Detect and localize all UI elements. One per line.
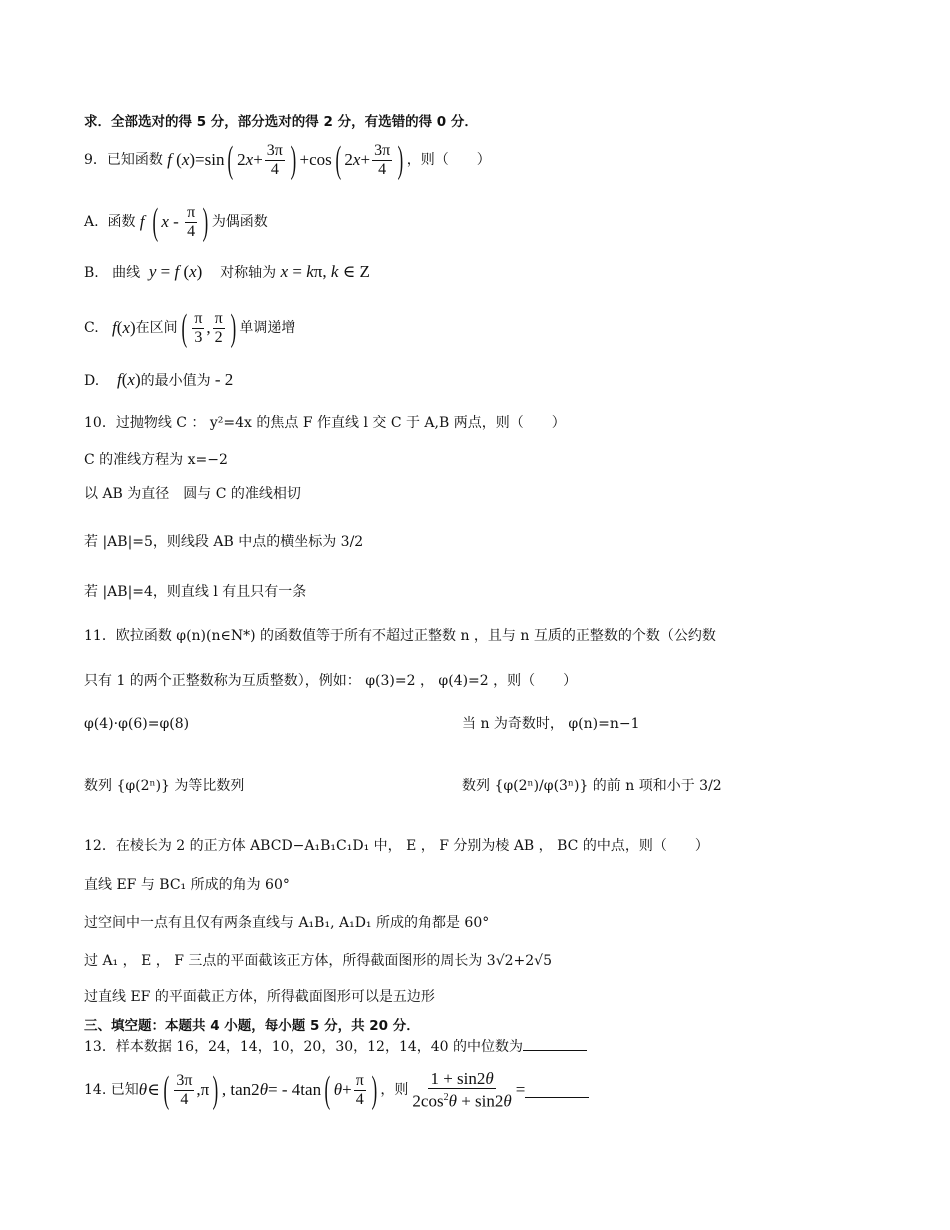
q13-text: 13．样本数据 16，24，14，10，20，30，12，14，40 的中位数为: [84, 1039, 524, 1055]
q14-prefix: 14. 已知: [84, 1082, 139, 1098]
q12-option-a: 直线 EF 与 BC₁ 所成的角为 60°: [84, 877, 290, 893]
q9-option-a: A. 函数 f ( x - $\frac{\pi}{4}$ ) 为偶函数: [84, 201, 268, 243]
q9-option-c: C. f ( x ) 在区间 ( $\frac{\pi}{3}$ , $\frac{\pi}{2}$ ) 单调递增: [84, 307, 296, 349]
q9-prefix: 9．已知函数: [84, 152, 163, 168]
q11-option-d: 数列 {φ(2ⁿ)/φ(3ⁿ)} 的前 n 项和小于 3/2: [462, 778, 722, 794]
question-11-stem-line1: 11．欧拉函数 φ(n)(n∈N*) 的函数值等于所有不超过正整数 n ，且与 n 互质的正整数的个数（公约数: [84, 628, 716, 644]
q9-option-b: B. 曲线 y = f (x) 对称轴为 x = kπ, k ∈ Z: [84, 262, 370, 281]
q13-answer-blank[interactable]: [523, 1036, 587, 1051]
question-11-stem-line2: 只有 1 的两个正整数称为互质整数），例如： φ(3)=2 ， φ(4)=2 ，则（ ）: [84, 673, 578, 689]
q10-option-b: 以 AB 为直径 圆与 C 的准线相切: [84, 486, 301, 502]
q10-option-c: 若 |AB|=5，则线段 AB 中点的横坐标为 3/2: [84, 534, 364, 550]
question-12-stem: 12．在棱长为 2 的正方体 ABCD−A₁B₁C₁D₁ 中， E ， F 分别为棱 AB ， BC 的中点，则（ ）: [84, 838, 709, 854]
section-3-heading: 三、填空题：本题共 4 小题，每小题 5 分，共 20 分．: [84, 1018, 420, 1034]
question-14: 14. 已知 θ ∈ ( $\frac{3\pi}{4}$ ,π ) , tan2 θ = - 4tan ( θ + $\frac{\pi}{4}$ ) ，则 $\frac{1 + \sin 2\theta}{2\cos^2\theta + \sin 2\theta}$ =: [84, 1064, 589, 1116]
q14-mid: ，则: [380, 1082, 409, 1098]
question-10-stem: 10．过抛物线 C ： y²=4x 的焦点 F 作直线 l 交 C 于 A,B 两点，则（ ）: [84, 415, 566, 431]
question-9-stem: 9．已知函数 f ( x ) =sin ( 2 x + $\frac{3\pi}{4}$ ) +cos ( 2 x + $\frac{3\pi}{4}$ ) ，则（ ）: [84, 139, 491, 181]
q11-option-a: φ(4)·φ(6)=φ(8): [84, 716, 190, 732]
q9-suffix: ，则（ ）: [406, 152, 491, 168]
q9-formula: f: [162, 150, 177, 169]
q14-answer-blank[interactable]: [525, 1083, 589, 1098]
q10-option-d: 若 |AB|=4，则直线 l 有且只有一条: [84, 584, 307, 600]
q12-option-b: 过空间中一点有且仅有两条直线与 A₁B₁, A₁D₁ 所成的角都是 60°: [84, 915, 490, 931]
q9-option-d: D. f(x)的最小值为 - 2: [84, 370, 234, 389]
question-13: [84, 1036, 587, 1057]
q11-option-b: 当 n 为奇数时， φ(n)=n−1: [462, 716, 640, 732]
q11-option-c: 数列 {φ(2ⁿ)} 为等比数列: [84, 778, 245, 794]
q12-option-c: 过 A₁ ， E ， F 三点的平面截该正方体，所得截面图形的周长为 3√2+2√5: [84, 953, 553, 969]
scoring-rule: 求．全部选对的得 5 分，部分选对的得 2 分，有选错的得 0 分．: [84, 114, 478, 130]
q12-option-d: 过直线 EF 的平面截正方体，所得截面图形可以是五边形: [84, 989, 435, 1005]
q10-option-a: C 的准线方程为 x=−2: [84, 452, 228, 468]
